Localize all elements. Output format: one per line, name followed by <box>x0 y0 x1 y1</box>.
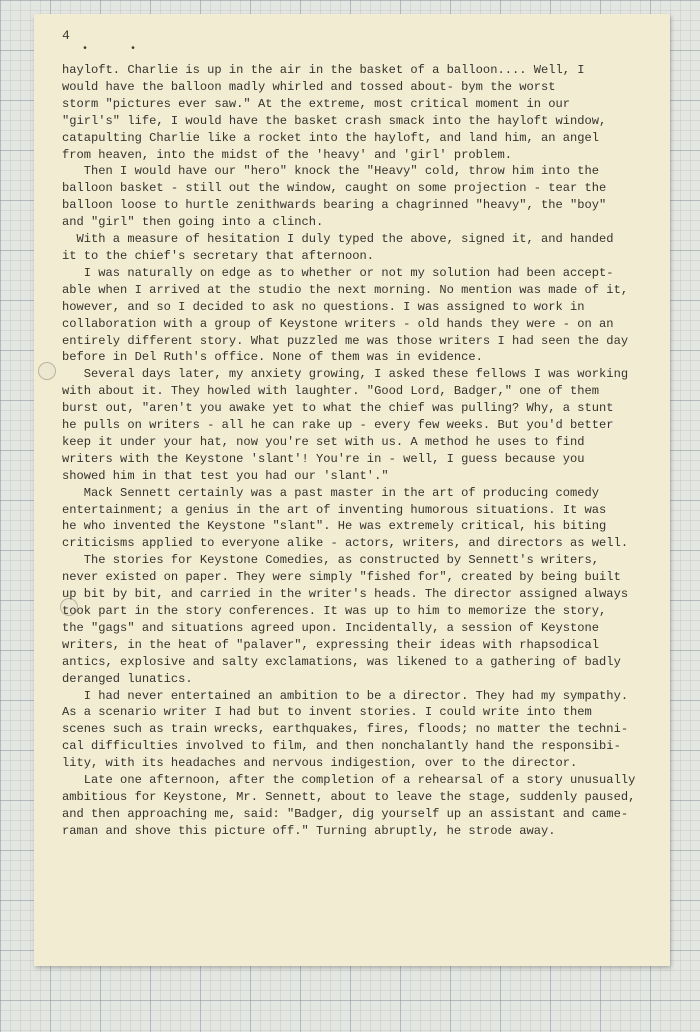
text-line: the "gags" and situations agreed upon. Incidentally, a session of Keystone <box>62 620 600 635</box>
text-line: I was naturally on edge as to whether or not my solution had been accept- <box>62 265 614 280</box>
text-line: antics, explosive and salty exclamations, was likened to a gathering of badly <box>62 654 621 669</box>
text-line: and "girl" then going into a clinch. <box>62 215 324 230</box>
text-line: showed him in that test you had our 'slant'." <box>62 468 389 483</box>
text-line: before in Del Ruth's office. None of them was in evidence. <box>62 350 483 365</box>
text-line: and then approaching me, said: "Badger, dig yourself up an assistant and came- <box>62 806 629 821</box>
text-line: lity, with its headaches and nervous indigestion, over to the director. <box>62 756 578 771</box>
text-line: entirely different story. What puzzled me was those writers I had seen the day <box>62 333 629 348</box>
text-line: he who invented the Keystone "slant". He was extremely critical, his biting <box>62 519 607 534</box>
text-line: The stories for Keystone Comedies, as constructed by Sennett's writers, <box>62 553 600 568</box>
text-line: burst out, "aren't you awake yet to what the chief was pulling? Why, a stunt <box>62 401 614 416</box>
top-marks: • • <box>82 44 155 55</box>
text-line: I had never entertained an ambition to be a director. They had my sympathy. <box>62 688 629 703</box>
text-line: balloon basket - still out the window, caught on some projection - tear the <box>62 181 607 196</box>
text-line: with about it. They howled with laughter. "Good Lord, Badger," one of them <box>62 384 600 399</box>
text-line: storm "pictures ever saw." At the extreme, most critical moment in our <box>62 96 571 111</box>
text-line: able when I arrived at the studio the next morning. No mention was made of it, <box>62 282 629 297</box>
text-line: keep it under your hat, now you're set with us. A method he uses to find <box>62 434 585 449</box>
text-line: catapulting Charlie like a rocket into the hayloft, and land him, an angel <box>62 130 600 145</box>
text-line: however, and so I decided to ask no questions. I was assigned to work in <box>62 299 585 314</box>
text-line: "girl's" life, I would have the basket crash smack into the hayloft window, <box>62 113 607 128</box>
text-line: it to the chief's secretary that afternoon. <box>62 248 375 263</box>
text-line: cal difficulties involved to film, and then nonchalantly hand the responsibi- <box>62 739 621 754</box>
text-line: raman and shove this picture off." Turning abruptly, he strode away. <box>62 823 556 838</box>
text-line: from heaven, into the midst of the 'heavy' and 'girl' problem. <box>62 147 512 162</box>
text-line: up bit by bit, and carried in the writer's heads. The director assigned always <box>62 587 629 602</box>
text-line: Mack Sennett certainly was a past master in the art of producing comedy <box>62 485 600 500</box>
text-line: criticisms applied to everyone alike - actors, writers, and directors as well. <box>62 536 629 551</box>
text-line: scenes such as train wrecks, earthquakes, fires, floods; no matter the techni- <box>62 722 629 737</box>
text-line: ambitious for Keystone, Mr. Sennett, about to leave the stage, suddenly paused, <box>62 789 636 804</box>
text-line: writers, in the heat of "palaver", expressing their ideas with rhapsodical <box>62 637 600 652</box>
text-line: Late one afternoon, after the completion of a rehearsal of a story unusually <box>62 773 636 788</box>
text-line: deranged lunatics. <box>62 671 193 686</box>
punch-hole-upper <box>38 362 56 380</box>
text-line: collaboration with a group of Keystone writers - old hands they were - on an <box>62 316 614 331</box>
page-number: 4 <box>62 28 70 43</box>
typed-page <box>34 14 670 966</box>
text-line: he pulls on writers - all he can rake up - every few weeks. But you'd better <box>62 418 614 433</box>
text-line: writers with the Keystone 'slant'! You're in - well, I guess because you <box>62 451 585 466</box>
typed-body-text <box>62 62 656 840</box>
text-line: would have the balloon madly whirled and tossed about- bym the worst <box>62 79 556 94</box>
text-line: hayloft. Charlie is up in the air in the basket of a balloon.... Well, I <box>62 63 585 77</box>
text-line: Then I would have our "hero" knock the "Heavy" cold, throw him into the <box>62 164 600 179</box>
text-line: took part in the story conferences. It was up to him to memorize the story, <box>62 604 607 618</box>
text-line: As a scenario writer I had but to invent stories. I could write into them <box>62 705 592 720</box>
text-line: entertainment; a genius in the art of inventing humorous situations. It was <box>62 502 607 517</box>
text-line: balloon loose to hurtle zenithwards bearing a chagrinned "heavy", the "boy" <box>62 198 607 213</box>
text-line: With a measure of hesitation I duly typed the above, signed it, and handed <box>62 232 614 247</box>
text-line: never existed on paper. They were simply "fished for", created by being built <box>62 570 621 585</box>
text-line: Several days later, my anxiety growing, I asked these fellows I was working <box>62 367 629 382</box>
